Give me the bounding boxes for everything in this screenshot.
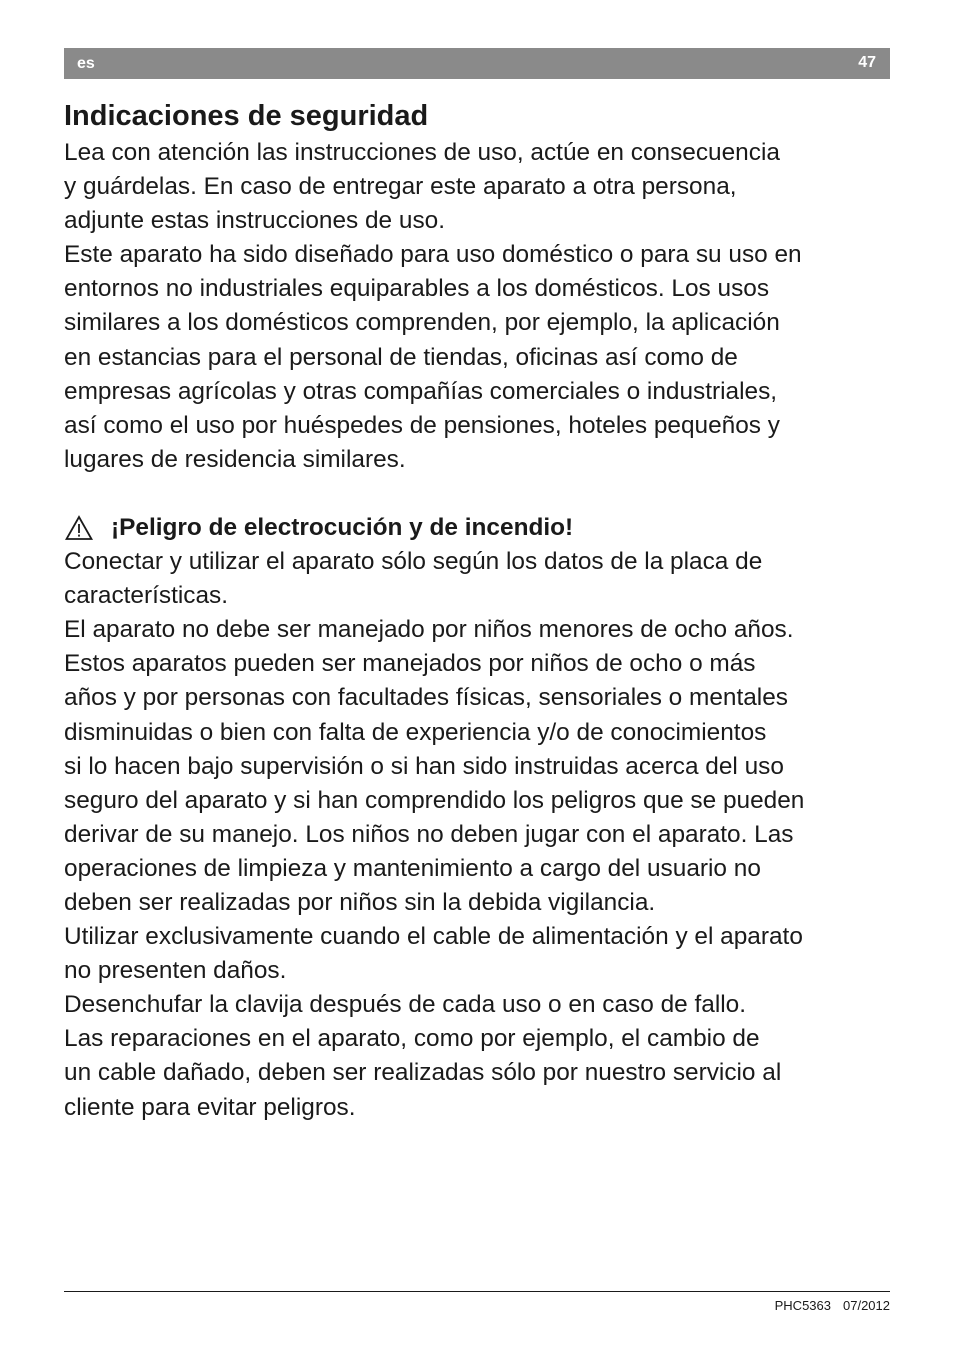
- text-line: si lo hacen bajo supervisión o si han sido instruidas acerca del uso: [64, 752, 784, 780]
- section-title: Indicaciones de seguridad: [64, 100, 429, 132]
- page-number: 47: [858, 54, 876, 71]
- warning-heading: [64, 511, 894, 545]
- text-line: derivar de su manejo. Los niños no deben jugar con el aparato. Las: [64, 820, 794, 848]
- language-code: es: [77, 55, 95, 72]
- text-line: Lea con atención las instrucciones de uso, actúe en consecuencia: [64, 139, 780, 166]
- warning-paragraph: [64, 545, 894, 1125]
- text-line: un cable dañado, deben ser realizadas sólo por nuestro servicio al: [64, 1059, 782, 1087]
- text-line: disminuidas o bien con falta de experiencia y/o de conocimientos: [64, 718, 767, 746]
- text-line: El aparato no debe ser manejado por niños menores de ocho años.: [64, 616, 794, 644]
- text-line: Las reparaciones en el aparato, como por ejemplo, el cambio de: [64, 1025, 760, 1053]
- text-line: no presenten daños.: [64, 957, 287, 985]
- text-line: así como el uso por huéspedes de pensiones, hoteles pequeños y: [64, 411, 780, 439]
- model-number: PHC5363: [774, 1298, 831, 1313]
- publication-date: 07/2012: [843, 1298, 890, 1313]
- text-line: Desenchufar la clavija después de cada uso o en caso de fallo.: [64, 991, 747, 1019]
- text-line: Utilizar exclusivamente cuando el cable de alimentación y el aparato: [64, 923, 803, 951]
- text-line: características.: [64, 582, 229, 610]
- page-header-bar: [64, 48, 890, 79]
- text-line: Conectar y utilizar el aparato sólo según los datos de la placa de: [64, 548, 763, 576]
- warning-heading-text: ¡Peligro de electrocución y de incendio!: [111, 513, 574, 541]
- warning-triangle-icon: [65, 515, 95, 541]
- text-line: años y por personas con facultades físicas, sensoriales o mentales: [64, 684, 788, 712]
- text-line: empresas agrícolas y otras compañías comerciales o industriales,: [64, 377, 778, 405]
- text-line: y guárdelas. En caso de entregar este aparato a otra persona,: [64, 173, 737, 201]
- footer: [775, 1298, 890, 1313]
- page-content: [64, 96, 894, 1125]
- text-line: seguro del aparato y si han comprendido los peligros que se pueden: [64, 786, 805, 814]
- text-line: deben ser realizadas por niños sin la debida vigilancia.: [64, 888, 656, 916]
- text-line: lugares de residencia similares.: [64, 445, 406, 473]
- paragraph-spacer: [64, 477, 894, 511]
- text-line: adjunte estas instrucciones de uso.: [64, 207, 445, 235]
- text-line: en estancias para el personal de tiendas, oficinas así como de: [64, 343, 738, 371]
- text-line: operaciones de limpieza y mantenimiento a cargo del usuario no: [64, 854, 761, 882]
- footer-divider: [64, 1291, 890, 1292]
- text-line: Este aparato ha sido diseñado para uso doméstico o para su uso en: [64, 241, 802, 269]
- text-line: Estos aparatos pueden ser manejados por niños de ocho o más: [64, 650, 756, 678]
- text-line: entornos no industriales equiparables a los domésticos. Los usos: [64, 275, 770, 303]
- text-line: cliente para evitar peligros.: [64, 1093, 356, 1121]
- intro-paragraph: [64, 136, 894, 477]
- text-line: similares a los domésticos comprenden, por ejemplo, la aplicación: [64, 309, 780, 337]
